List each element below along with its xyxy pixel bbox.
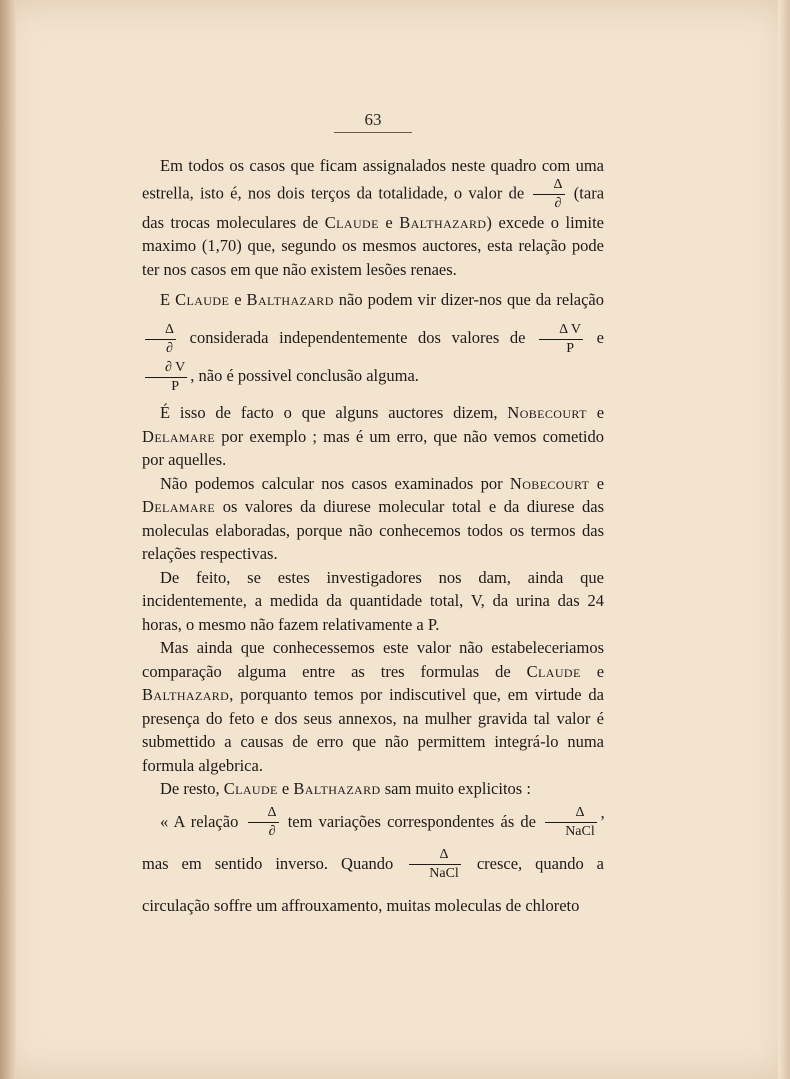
body-text [142,154,604,927]
paragraph-5: De feito, se estes investigadores nos dam, ainda que incidentemente, a medida da quantidade total, V, da urina das 24 horas, o mesmo não fazem relativamente a P. [142,567,604,634]
text-run: e [596,661,605,681]
paragraph-2 [142,281,604,395]
author-name-delamare: Delamare [142,426,216,446]
page-number-rule [334,132,412,133]
fraction-numerator: Δ [533,178,564,195]
author-name-balthazard: Balthazard [142,685,230,704]
fraction-numerator: ∂ V [145,361,187,378]
paragraph-4 [142,472,604,566]
fraction-denominator: NaCl [565,824,595,840]
text-run: De resto, [160,779,220,798]
fraction-numerator: Δ [545,806,597,823]
text-run: cresce, quando a circulação soffre um affrouxamento, muitas moleculas de chloreto [142,853,605,915]
fraction-delta-over-partial [533,178,564,211]
text-run: Não podemos calcular nos casos examinados por [160,473,503,493]
fraction-delta-over-nacl [545,806,597,839]
text-run: e [596,403,605,422]
author-name-claude: Claude [175,290,230,309]
fraction-delta-over-partial [145,323,176,356]
fraction-denominator: ∂ [268,824,276,840]
text-run: Mas ainda que conhecessemos este valor não estabeleceriamos comparação alguma entre as tres formulas de [142,638,604,681]
text-run: e [281,779,290,798]
text-run: ’ [599,811,605,831]
text-run: sam muito explicitos : [384,779,531,798]
fraction-denominator: NaCl [429,866,459,882]
fraction-numerator: Δ V [539,323,583,340]
fraction-numerator: Δ [145,323,176,340]
text-run: « A relação [160,811,239,831]
text-run: , porquanto temos por indiscutivel que, em virtude da presença do feto e dos seus annexos, na mulher gravida tal valor é submettido a causas de erro que não permittem integrá-lo numa formula algebrica. [142,685,604,775]
fraction-denominator: P [171,378,180,394]
text-run: considerada independentemente dos valores de [189,328,526,347]
text-run: E [160,290,171,309]
fraction-delta-v-over-p [539,323,583,356]
text-run: , não é possivel conclusão alguma. [190,366,419,385]
fraction-delta-over-partial [248,806,279,839]
text-run: e [234,290,242,309]
text-run: excede o limite maximo (1,70) que, segundo os mesmos auctores, esta relação pode ter nos casos em que não existem lesões renaes. [142,212,605,279]
fraction-partial-v-over-p [145,361,187,394]
author-name-claude: Claude [324,212,379,232]
fraction-denominator: ∂ [554,195,562,211]
text-run: tem variações correspondentes ás de [287,811,536,831]
text-run: e [596,473,605,493]
author-name-claude: Claude [223,779,278,798]
page-number: 63 [364,110,382,129]
text-run: não podem vir dizer-nos que da relação [338,290,605,309]
author-name-balthazard: Balthazard [293,779,381,798]
text-run: e [596,328,604,347]
author-name-nobecourt: Nobecourt [509,473,590,493]
text-run: É isso de facto o que alguns auctores dizem, [160,403,498,422]
author-name-nobecourt: Nobecourt [507,403,587,422]
paragraph-8-quotation [142,801,604,927]
text-run: mas em sentido inverso. Quando [142,853,394,873]
fraction-denominator: P [566,340,574,356]
paragraph-6 [142,636,604,777]
paragraph-3 [142,401,604,472]
fraction-numerator: Δ [409,848,461,865]
fraction-delta-over-nacl [409,848,461,881]
fraction-numerator: Δ [248,806,279,823]
text-run: e [385,212,393,232]
text-run: (tara das trocas moleculares de [142,182,605,232]
author-name-balthazard: Balthazard [246,290,334,309]
text-run: ) [486,212,492,232]
text-run: Em todos os casos que ficam assignalados neste quadro com uma estrella, isto é, nos dois terços da totalidade, o valor de [142,156,604,202]
author-name-balthazard: Balthazard [399,212,487,232]
text-run: os valores da diurese molecular total e da diurese das moleculas elaboradas, porque não conhecemos todos os termos das relações respectivas. [142,497,605,563]
fraction-denominator: ∂ [166,340,173,356]
paragraph-1 [142,154,604,281]
author-name-claude: Claude [526,661,581,681]
author-name-delamare: Delamare [142,497,216,516]
paragraph-7 [142,777,604,801]
text-run: por exemplo ; mas é um erro, que não vemos cometido por aquelles. [142,426,604,469]
